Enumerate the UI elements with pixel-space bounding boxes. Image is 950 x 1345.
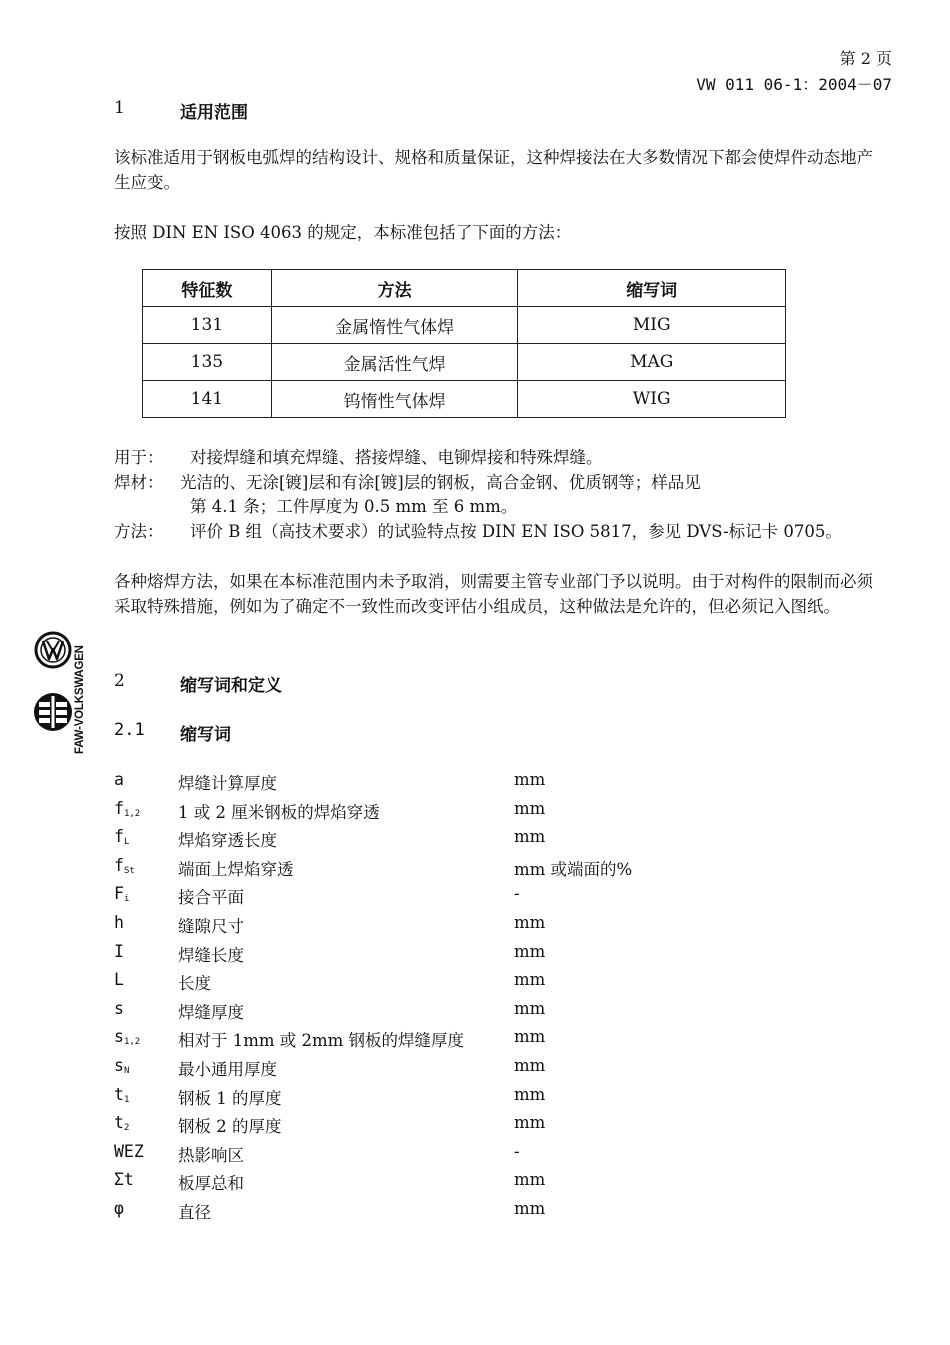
abbreviation-unit: mm 或端面的% [514,859,633,879]
abbreviation-unit: mm [514,1113,546,1133]
symbol-base: h [114,912,124,932]
document-id: VW 011 06-1：2004－07 [696,75,892,94]
list-item [114,1056,814,1085]
abbreviation-symbol [114,999,124,1018]
usage-row [114,446,894,470]
abbreviation-description: 热影响区 [178,1145,244,1165]
table-cell: 135 [143,344,272,381]
method-row [114,520,894,544]
symbol-base: f [114,798,124,818]
symbol-base: F [114,884,124,904]
list-item [114,827,814,856]
abbreviation-symbol [114,1085,129,1105]
abbreviation-description: 接合平面 [178,888,244,908]
abbreviation-description: 焊缝长度 [178,945,244,965]
section-title: 缩写词 [180,725,231,745]
abbreviation-symbol [114,913,124,932]
symbol-subscript: L [123,837,130,848]
list-item [114,1199,814,1228]
abbreviation-unit: mm [514,798,546,818]
abbreviation-description: 焊缝计算厚度 [178,774,277,793]
method-text: 评价 B 组（高技术要求）的试验特点按 DIN EN ISO 5817，参见 DVS-标记卡 0705。 [190,522,842,541]
section-number: 2 [114,671,125,691]
list-item [114,799,814,828]
section-number: 2.1 [114,720,145,740]
list-item [114,884,814,913]
abbreviation-description: 缝隙尺寸 [178,916,244,936]
abbreviation-symbol [114,770,124,789]
abbreviation-description: 焊焰穿透长度 [178,831,277,851]
abbreviation-unit: - [514,1141,520,1161]
table-cell: 钨惰性气体焊 [271,381,518,418]
symbol-base: φ [114,1198,124,1218]
list-item [114,913,814,942]
table-row [143,344,786,381]
list-item [114,856,814,885]
scope-paragraph: 该标准适用于钢板电弧焊的结构设计、规格和质量保证，这种焊接法在大多数情况下都会使焊件动态地产生应变。 [114,148,873,192]
list-item [114,970,814,999]
abbreviation-description: 1 或 2 厘米钢板的焊焰穿透 [178,802,380,822]
table-cell: WIG [518,381,786,418]
abbreviation-description: 钢板 1 的厚度 [178,1088,282,1108]
list-item [114,770,814,799]
abbreviation-symbol [114,942,124,961]
abbreviation-symbol [114,1113,129,1133]
abbreviation-symbol [114,1199,124,1218]
table-cell: 金属活性气焊 [271,344,518,381]
abbreviation-symbol [114,1170,134,1189]
abbreviation-description: 端面上焊焰穿透 [178,859,294,879]
abbreviation-unit: mm [514,1170,546,1190]
abbreviation-symbol [114,856,135,876]
list-item [114,942,814,971]
abbreviation-symbol [114,827,129,847]
symbol-subscript: 1,2 [123,1037,141,1048]
list-item [114,1027,814,1056]
symbol-subscript: N [123,1065,130,1076]
abbreviation-list [114,770,814,1228]
table-cell: 131 [143,307,272,344]
abbreviation-description: 板厚总和 [178,1174,244,1194]
symbol-subscript: 1 [123,1094,130,1105]
abbreviation-description: 焊缝厚度 [178,1002,244,1022]
section-title: 适用范围 [180,103,248,123]
abbreviation-unit: mm [514,827,546,847]
abbreviation-description: 钢板 2 的厚度 [178,1117,282,1137]
table-cell: MIG [518,307,786,344]
abbreviation-symbol [114,1027,140,1047]
table-cell: MAG [518,344,786,381]
symbol-base: L [114,970,124,990]
list-item [114,1113,814,1142]
symbol-subscript: St [123,865,135,876]
abbreviation-unit: mm [514,970,546,990]
abbreviation-unit: - [514,884,520,904]
table-header-cell: 方法 [271,270,518,307]
abbreviation-unit: mm [514,941,546,961]
material-text-cont: 第 4.1 条；工件厚度为 0.5 mm 至 6 mm。 [190,497,518,516]
symbol-base: s [114,1055,124,1075]
table-cell: 141 [143,381,272,418]
usage-text: 对接焊缝和填充焊缝、搭接焊缝、电铆焊接和特殊焊缝。 [190,448,603,467]
list-item [114,1142,814,1171]
abbreviation-description: 直径 [178,1202,211,1222]
abbreviation-description: 相对于 1mm 或 2mm 钢板的焊缝厚度 [178,1031,465,1051]
symbol-base: t [114,1113,124,1133]
symbol-base: I [114,941,124,961]
abbreviation-symbol [114,884,129,904]
symbol-base: WEZ [114,1141,144,1161]
table-cell: 金属惰性气体焊 [271,307,518,344]
symbol-base: a [114,770,124,789]
section-2-heading [114,671,514,695]
section-2-1-heading [114,720,514,744]
abbreviation-symbol [114,970,124,989]
symbol-subscript: 1,2 [123,808,141,819]
abbreviation-unit: mm [514,1198,546,1218]
table-header-cell: 特征数 [143,270,272,307]
symbol-base: Σt [114,1170,134,1190]
section-number: 1 [114,98,125,118]
methods-intro: 按照 DIN EN ISO 4063 的规定，本标准包括了下面的方法： [114,223,572,242]
abbreviation-unit: mm [514,1055,546,1075]
faw-volkswagen-logo [28,618,100,758]
list-item [114,1170,814,1199]
symbol-base: f [114,855,124,875]
table-row [143,307,786,344]
table-header-row [143,270,786,307]
method-label: 方法： [114,522,164,541]
logo-text: FAW-VOLKSWAGEN [74,645,86,754]
abbreviation-unit: mm [514,1027,546,1047]
logo-icon [28,618,100,758]
usage-label: 用于： [114,448,164,467]
abbreviation-description: 最小通用厚度 [178,1059,277,1079]
fusion-paragraph: 各种熔焊方法，如果在本标准范围内未予取消，则需要主管专业部门予以说明。由于对构件的限制而必须采取特殊措施，例如为了确定不一致性而改变评估小组成员，这种做法是允许的，但必须记入图纸。 [114,572,873,616]
abbreviation-symbol [114,1142,144,1161]
material-label: 焊材： [114,473,164,492]
symbol-base: f [114,827,124,847]
list-item [114,999,814,1028]
section-1-heading [114,98,514,122]
material-text: 光洁的、无涂[镀]层和有涂[镀]层的钢板，高合金钢、优质钢等；样品见 [180,473,701,492]
material-row [114,471,894,495]
abbreviation-unit: mm [514,770,546,789]
symbol-subscript: i [123,894,130,905]
symbol-subscript: 2 [123,1123,130,1134]
page-number: 第 2 页 [839,49,892,68]
list-item [114,1085,814,1114]
abbreviation-unit: mm [514,912,546,932]
material-row-cont [114,495,894,519]
symbol-base: t [114,1084,124,1104]
section-title: 缩写词和定义 [180,676,282,696]
symbol-base: s [114,998,124,1018]
methods-table [142,269,786,418]
symbol-base: s [114,1027,124,1047]
abbreviation-description: 长度 [178,974,211,994]
table-row [143,381,786,418]
abbreviation-unit: mm [514,998,546,1018]
abbreviation-symbol [114,799,140,819]
table-header-cell: 缩写词 [518,270,786,307]
abbreviation-unit: mm [514,1084,546,1104]
abbreviation-symbol [114,1056,129,1076]
